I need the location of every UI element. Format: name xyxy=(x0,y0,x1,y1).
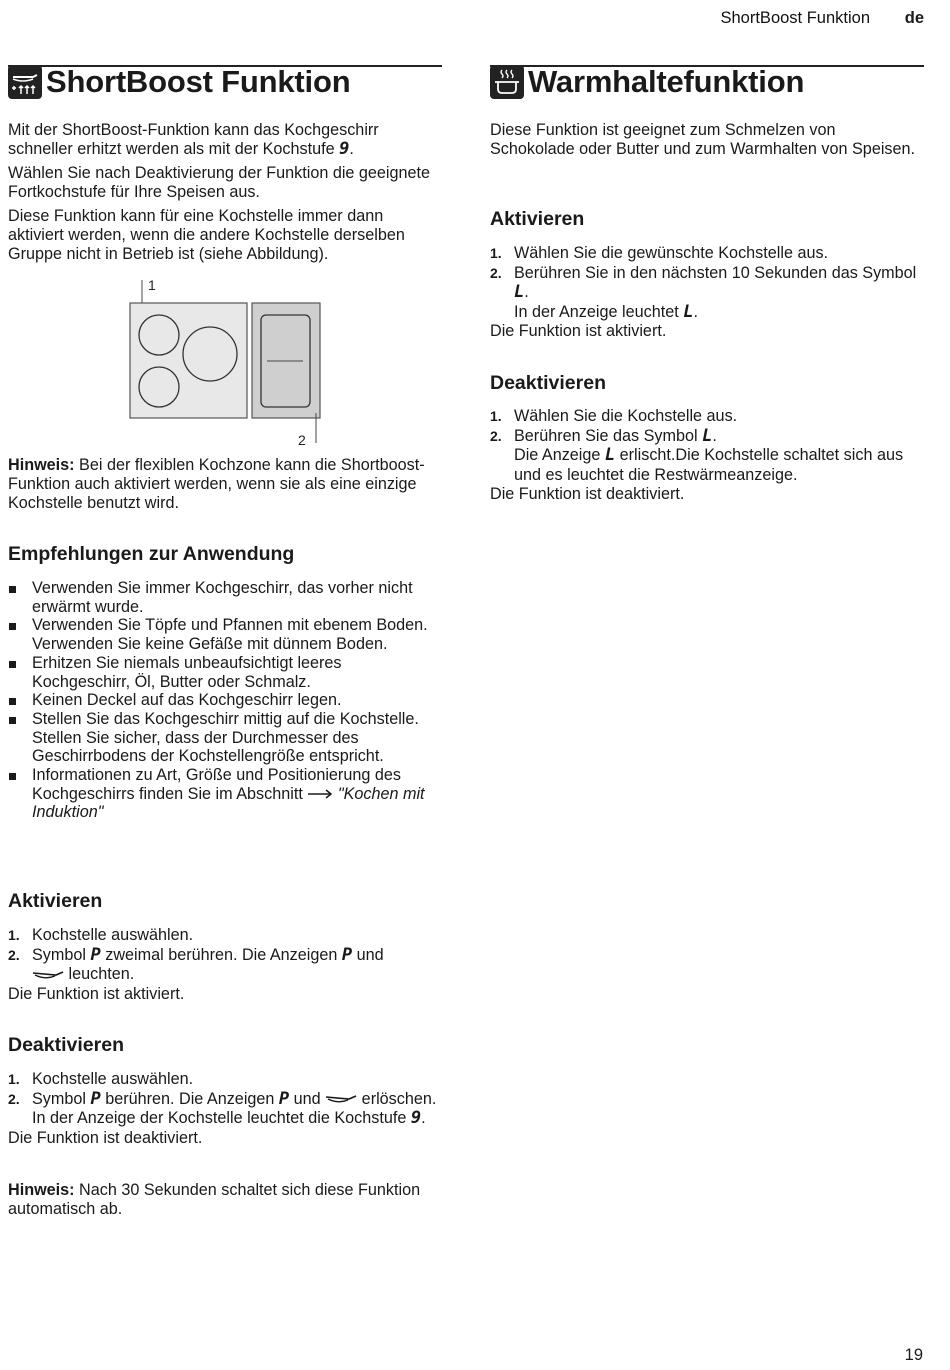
cross-reference-link[interactable]: "Kochen mit Induktion" xyxy=(32,784,425,822)
note-text: Nach 30 Sekunden schaltet sich diese Funktion automatisch ab. xyxy=(8,1181,421,1218)
intro-paragraph-2: Wählen Sie nach Deaktivierung der Funktion die geeignete Fortkochstufe für Ihre Speisen aus. xyxy=(8,164,431,201)
step-item: 1. Kochstelle auswählen. xyxy=(8,926,194,944)
intro-paragraph-1: Mit der ShortBoost-Funktion kann das Kochgeschirr schneller erhitzt werden als mit der Kochstufe 9. xyxy=(8,121,379,159)
step-item: 2. Berühren Sie in den nächsten 10 Sekunden das Symbol L. In der Anzeige leuchtet L. xyxy=(490,263,917,322)
language-code: de xyxy=(904,9,924,27)
list-item: Keinen Deckel auf das Kochgeschirr legen. xyxy=(8,691,442,710)
cooktop-figure xyxy=(120,275,340,450)
figure-label-1: 1 xyxy=(148,277,156,293)
note-text: Bei der flexiblen Kochzone kann die Shortboost-Funktion auch aktiviert werden, wenn sie als eine einzige Kochstelle benutzt wird. xyxy=(8,456,425,512)
step-item: 1. Wählen Sie die Kochstelle aus. xyxy=(490,407,738,425)
list-item: Erhitzen Sie niemals unbeaufsichtigt leeres Kochgeschirr, Öl, Butter oder Schmalz. xyxy=(8,654,442,691)
figure-label-2: 2 xyxy=(298,432,306,448)
deactivate-steps-right xyxy=(490,407,924,505)
shortboost-note-2 xyxy=(8,1181,442,1219)
step-item: 2. Berühren Sie das Symbol L. Die Anzeige L erlischt.Die Kochstelle schaltet sich aus und es leuchtet die Restwärmeanzeige. xyxy=(490,425,904,484)
step-item: 1. Wählen Sie die gewünschte Kochstelle aus. xyxy=(490,244,829,262)
activate-title-left: Aktivieren xyxy=(8,890,103,912)
boost-p-symbol: P xyxy=(278,1088,290,1109)
boost-p-symbol: P xyxy=(90,1088,101,1109)
list-item: Verwenden Sie Töpfe und Pfannen mit ebenem Boden. Verwenden Sie keine Gefäße mit dünnem Boden. xyxy=(8,616,442,653)
activate-steps-right xyxy=(490,244,924,342)
shortboost-intro xyxy=(8,121,442,264)
recommend-list xyxy=(8,579,442,822)
section-title-shortboost: ShortBoost Funktion xyxy=(46,64,351,99)
step-item: 1. Kochstelle auswählen. xyxy=(8,1070,194,1088)
warmhalte-icon xyxy=(490,65,524,99)
pan-icon xyxy=(32,969,64,981)
deactivate-title-left: Deaktivieren xyxy=(8,1034,124,1056)
pan-icon xyxy=(325,1093,357,1105)
step-item: 2. Symbol P zweimal berühren. Die Anzeigen P und leuchten. xyxy=(8,944,384,983)
note-label: Hinweis: xyxy=(8,1181,75,1199)
keep-warm-symbol: L xyxy=(604,445,616,465)
intro-paragraph-3: Diese Funktion kann für eine Kochstelle immer dann aktiviert werden, wenn die andere Kochstelle derselben Gruppe nicht in Betrieb ist (siehe Abbildung). xyxy=(8,207,405,263)
keep-warm-symbol: L xyxy=(702,425,713,446)
arrow-right-icon xyxy=(307,789,333,799)
activate-title-right: Aktivieren xyxy=(490,208,585,230)
boost-p-symbol: P xyxy=(90,944,101,965)
shortboost-note xyxy=(8,456,442,513)
power-level-9-symbol: 9 xyxy=(339,139,350,159)
note-label: Hinweis: xyxy=(8,456,75,474)
activate-steps-left xyxy=(8,926,442,1004)
list-item: Informationen zu Art, Größe und Positionierung des Kochgeschirrs finden Sie im Abschnitt "Kochen mit Induktion" xyxy=(8,766,442,822)
power-level-9-symbol: 9 xyxy=(410,1108,422,1128)
deactivate-steps-left xyxy=(8,1070,442,1148)
step-item: 2. Symbol P berühren. Die Anzeigen P und erlöschen. In der Anzeige der Kochstelle leuchtet die Kochstufe 9. xyxy=(8,1088,437,1128)
list-item: Stellen Sie das Kochgeschirr mittig auf die Kochstelle. Stellen Sie sicher, dass der Durchmesser des Geschirrbodens der Kochstellengröße entspricht. xyxy=(8,710,442,766)
shortboost-icon xyxy=(8,65,42,99)
section-title-warmhalte: Warmhaltefunktion xyxy=(528,64,805,99)
activate-result-left: Die Funktion ist aktiviert. xyxy=(8,984,185,1003)
keep-warm-symbol: L xyxy=(683,301,694,322)
activate-result-right: Die Funktion ist aktiviert. xyxy=(490,322,667,340)
keep-warm-symbol: L xyxy=(514,282,525,302)
boost-p-symbol: P xyxy=(341,944,353,965)
running-header-title: ShortBoost Funktion xyxy=(720,9,870,27)
recommend-title: Empfehlungen zur Anwendung xyxy=(8,543,295,565)
warmhalte-intro: Diese Funktion ist geeignet zum Schmelzen von Schokolade oder Butter und zum Warmhalten von Speisen. xyxy=(490,121,916,158)
list-item: Verwenden Sie immer Kochgeschirr, das vorher nicht erwärmt wurde. xyxy=(8,579,442,616)
page-number: 19 xyxy=(904,1346,923,1364)
deactivate-title-right: Deaktivieren xyxy=(490,372,606,394)
deactivate-result-right: Die Funktion ist deaktiviert. xyxy=(490,485,685,503)
deactivate-result-left: Die Funktion ist deaktiviert. xyxy=(8,1128,203,1147)
